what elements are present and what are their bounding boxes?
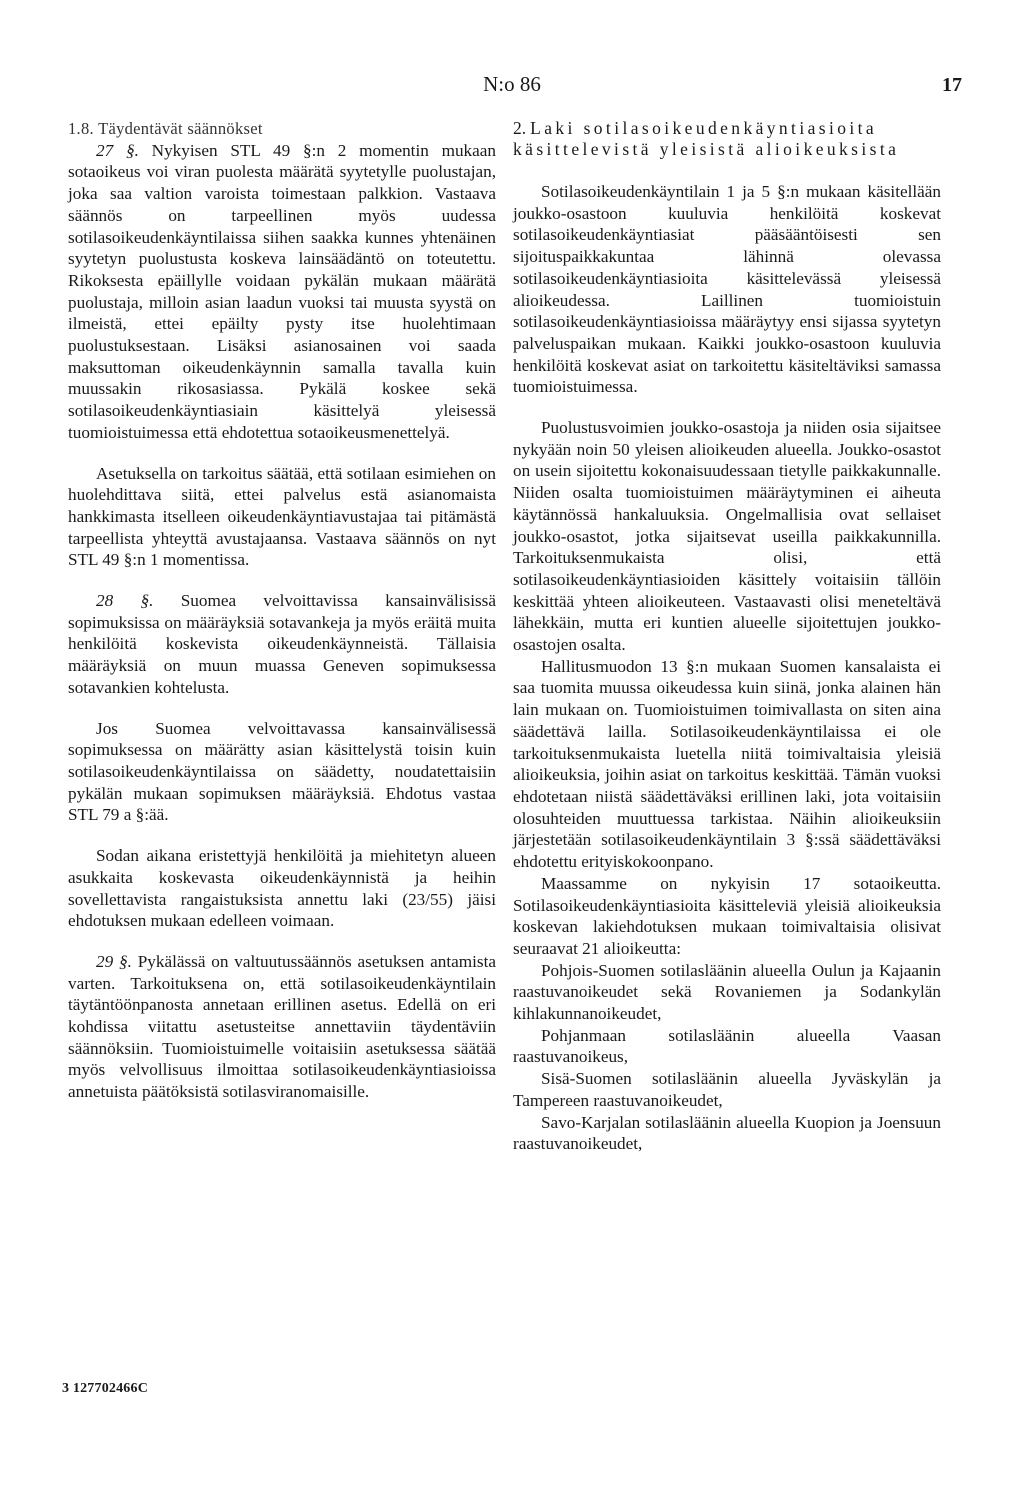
paragraph-right-8: Savo-Karjalan sotilasläänin alueella Kuopion ja Joensuun raastuvanoikeudet, [513,1112,941,1154]
print-code: 3 127702466C [62,1381,149,1396]
paragraph-27 [68,140,496,444]
paragraph-sodan: Sodan aikana eristettyjä henkilöitä ja miehitetyn alueen asukkaita koskevasta oikeudenkäynnistä ja heihin sovellettavista rangaistuksista annettu laki (23/55) jäisi ehdotuksen mukaan edelleen voimaan. [68,846,496,931]
section-number-27: 27 §. [96,140,139,160]
paragraph-29 [68,951,496,1103]
paragraph-right-1: Sotilasoikeudenkäyntilain 1 ja 5 §:n mukaan käsitellään joukko-osastoon kuuluvia henkilöitä koskevat sotilasoikeudenkäyntiasiat pääsääntöisesti sen sijoituspaikkakuntaa lähinnä olevassa sotilasoikeudenkäyntiasioita käsittelevässä yleisessä alioikeudessa. Laillinen tuomioistuin sotilasoikeudenkäyntiasioissa määräytyy ensi sijassa syytetyn palveluspaikan mukaan. Kaikki joukko-osastoon kuuluvia henkilöitä koskevat asiat on tarkoitettu käsiteltäviksi samassa tuomioistuimessa. [513,182,941,397]
paragraph-right-6: Pohjanmaan sotilasläänin alueella Vaasan raastuvanoikeus, [513,1025,941,1067]
paragraph-27-text: Nykyisen STL 49 §:n 2 momentin mukaan sotaoikeus voi viran puolesta määrätä syytetylle puolustajan, joka saa valtion varoista toimestaan palkkion. Vastaava säännös on tarpeellinen myös uudessa sotilasoikeudenkäyntilaissa siihen saakka kunnes yhtenäinen syytetyn puolustusta koskeva lainsäädäntö on toteutettu. Rikoksesta epäillylle voidaan pykälän mukaan määrätä puolustaja, milloin asian laadun vuoksi tai muusta syystä on ilmeistä, ettei epäilty pysty itse huolehtimaan puolustuksestaan. Lisäksi asianosainen voi saada maksuttoman oikeudenkäynnin samalla tavalla kuin muussakin rikosasiassa. Pykälä koskee sekä sotilasoikeudenkäyntiasiain käsittelyä yleisessä tuomioistuimessa että ehdotettua sotaoikeusmenettelyä. [68,140,497,442]
section-number-28: 28 §. [96,591,154,611]
section-heading-text: Laki sotilasoikeudenkäyntiasioita käsittelevistä yleisistä alioikeuksista [513,118,900,159]
left-column [68,118,496,1103]
paragraph-28 [68,590,496,699]
paragraph-jos: Jos Suomea velvoittavassa kansainvälisessä sopimuksessa on määrätty asian käsittelystä toisin kuin sotilasoikeudenkäyntilaissa on säädetty, noudatettaisiin pykälän mukaan sopimuksen määräyksiä. Ehdotus vastaa STL 79 a §:ää. [68,718,496,825]
paragraph-asetus: Asetuksella on tarkoitus säätää, että sotilaan esimiehen on huolehdittava siitä, ettei palvelus estä asianomaista hankkimasta itselleen oikeudenkäyntiavustajaa tai pitämästä tarpeellista yhteyttä avustajaansa. Vastaava säännös on nyt STL 49 §:n 1 momentissa. [68,463,496,570]
section-heading-number: 2. [513,118,527,138]
paragraph-right-2: Puolustusvoimien joukko-osastoja ja niiden osia sijaitsee nykyään noin 50 yleisen alioikeuden alueella. Joukko-osastot on usein sijoitettu kokonaisuudessaan tietylle paikkakunnalle. Niiden osalta tuomioistuimen määräytyminen ei aiheuta käytännössä hankaluuksia. Ongelmallisia ovat sellaiset joukko-osastot, jotka sijaitsevat useilla paikkakunnilla. Tarkoituksenmukaista olisi, että sotilasoikeudenkäyntiasioiden käsittely voitaisiin tällöin keskittää yhteen alioikeuteen. Vastaavasti olisi meneteltävä lähekkäin, mutta eri kuntien alueelle sijoitettujen joukko-osastojen osalta. [513,418,941,655]
section-heading [513,118,941,160]
section-number-29: 29 §. [96,951,132,971]
paragraph-29-text: Pykälässä on valtuutussäännös asetuksen antamista varten. Tarkoituksena on, että sotilasoikeudenkäyntilain täytäntöönpanosta annetaan erillinen asetus. Edellä on eri kohdissa viitattu asetusteitse annettaviin täydentäviin säännöksiin. Tuomioistuimelle voitaisiin asetuksessa säätää myös velvollisuus ilmoittaa sotilasoikeudenkäyntiasioissa annetuista päätöksistä sotilasviranomaisille. [68,951,497,1102]
paragraph-right-3: Hallitusmuodon 13 §:n mukaan Suomen kansalaista ei saa tuomita muussa oikeudessa kuin siinä, jonka alainen hän lain mukaan on. Tuomioistuimen toimivallasta on siten aina säädettävä lailla. Sotilasoikeudenkäyntilaissa ei ole tarkoituksenmukaista luetella niitä toimivaltaisia yleisiä alioikeuksia, joihin asiat on tarkoitus keskittää. Tämän vuoksi ehdotetaan niistä säädettäväksi erillinen laki, jota voitaisiin olosuhteiden muuttuessa tarkistaa. Näihin alioikeuksiin järjestetään sotilasoikeudenkäyntilain 3 §:ssä säädettäväksi ehdotettu erityiskokoonpano. [513,656,941,872]
paragraph-right-5: Pohjois-Suomen sotilasläänin alueella Oulun ja Kajaanin raastuvanoikeudet sekä Rovaniemen ja Sodankylän kihlakunnanoikeudet, [513,960,941,1024]
paragraph-right-7: Sisä-Suomen sotilasläänin alueella Jyväskylän ja Tampereen raastuvanoikeudet, [513,1069,941,1110]
right-column [513,118,941,1155]
section-title: 1.8. Täydentävät säännökset [68,119,263,138]
document-number: N:o 86 [483,72,541,96]
paragraph-28-text: Suomea velvoittavissa kansainvälisissä sopimuksissa on määräyksiä sotavankeja ja myös eräitä muita henkilöitä koskevista oikeudenkäynneistä. Tällaisia määräyksiä on muun muassa Geneven sopimuksessa sotavankien kohtelusta. [68,591,496,697]
paragraph-right-4: Maassamme on nykyisin 17 sotaoikeutta. Sotilasoikeudenkäyntiasioita käsitteleviä yleisiä alioikeuksia koskevan lakiehdotuksen mukaan toimivaltaisia olisivat seuraavat 21 alioikeutta: [513,873,941,958]
page-number: 17 [942,74,962,96]
